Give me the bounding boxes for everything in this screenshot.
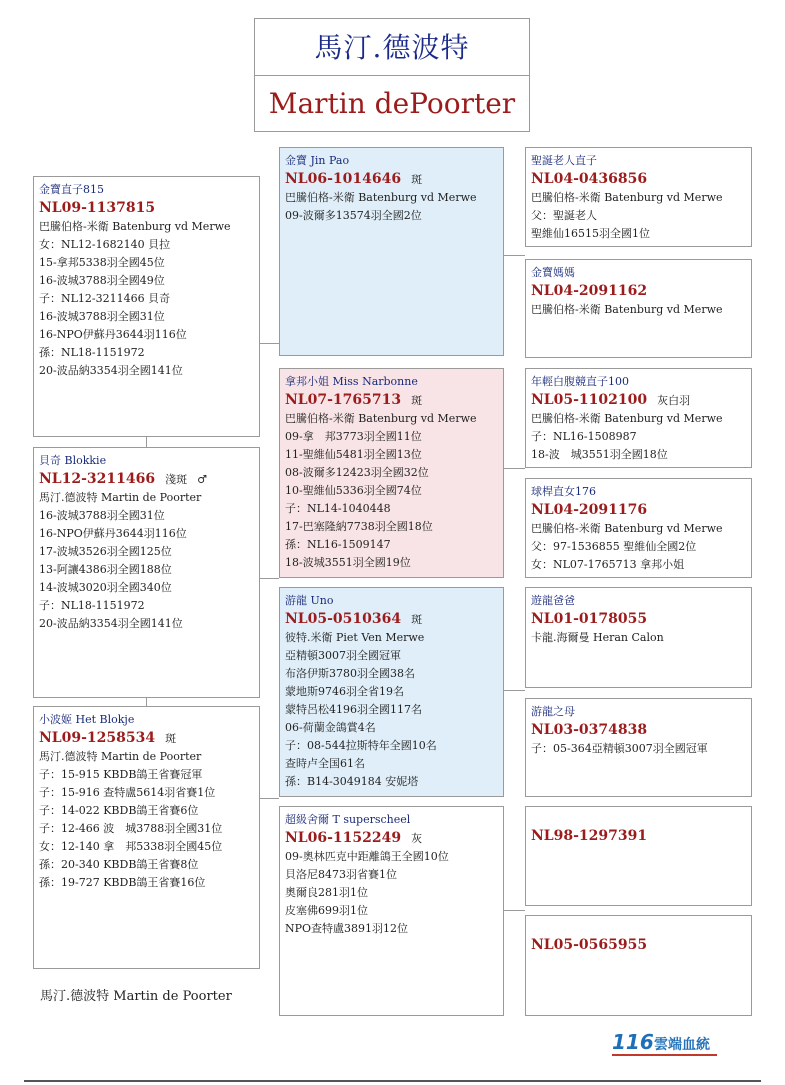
pedigree-line: 彼特.米衛 Piet Ven Merwe bbox=[285, 631, 425, 644]
ring-number: NL05-1102100 bbox=[531, 392, 648, 408]
granddam-card[interactable] bbox=[279, 368, 504, 578]
breeder-name: 馬汀.德波特 Martin de Poorter bbox=[40, 989, 232, 1004]
pedigree-line: 蒙特呂松4196羽全國117名 bbox=[285, 703, 422, 716]
dam-card[interactable] bbox=[33, 706, 260, 969]
pedigree-line: 子：08-544拉斯特年全國10名 bbox=[285, 739, 437, 752]
pedigree-line: 皮塞佛699羽1位 bbox=[285, 904, 368, 917]
pedigree-line: 17-波城3526羽全國125位 bbox=[39, 545, 172, 558]
color-tag: 斑 bbox=[411, 394, 423, 407]
brand-logo[interactable] bbox=[612, 1030, 722, 1056]
pedigree-line: 巴騰伯格-米衛 Batenburg vd Merwe bbox=[285, 191, 477, 204]
color-tag: 斑 bbox=[411, 173, 423, 186]
pedigree-line: 子：15-916 查特盧5614羽省賽1位 bbox=[39, 786, 216, 799]
ancestor-card[interactable] bbox=[525, 587, 752, 688]
sire-card[interactable] bbox=[33, 176, 260, 437]
ring-number: NL03-0374838 bbox=[531, 722, 648, 738]
pedigree-line: 16-NPO伊蘇丹3644羽116位 bbox=[39, 527, 187, 540]
ring-number: NL05-0510364 bbox=[285, 611, 402, 627]
logo-text: 雲端血統 bbox=[654, 1037, 710, 1053]
pedigree-line: 子：15-915 KBDB鴿王省賽冠軍 bbox=[39, 768, 203, 781]
pedigree-line: 20-波品納3354羽全國141位 bbox=[39, 364, 183, 377]
ancestor-card[interactable] bbox=[525, 478, 752, 578]
pedigree-line: 子：NL14-1040448 bbox=[285, 502, 391, 515]
ring-number: NL06-1152249 bbox=[285, 830, 402, 846]
logo-underline bbox=[612, 1054, 717, 1056]
pedigree-line: 女：NL07-1765713 拿邦小姐 bbox=[531, 558, 685, 571]
pedigree-line: 孫：B14-3049184 安妮塔 bbox=[285, 775, 419, 788]
pedigree-line: 06-荷蘭金鴿賞4名 bbox=[285, 721, 376, 734]
pedigree-line: 貝洛尼8473羽省賽1位 bbox=[285, 868, 397, 881]
grandsire-card[interactable] bbox=[279, 147, 504, 356]
title-english: Martin dePoorter bbox=[268, 87, 516, 120]
pedigree-line: 16-NPO伊蘇丹3644羽116位 bbox=[39, 328, 187, 341]
pedigree-line: 子：12-466 波 城3788羽全國31位 bbox=[39, 822, 223, 835]
ring-number: NL04-2091176 bbox=[531, 502, 648, 518]
pedigree-line: 09-奧林匹克中距離鴿王全國10位 bbox=[285, 850, 449, 863]
connector-line bbox=[504, 690, 525, 691]
pedigree-line: 20-波品納3354羽全國141位 bbox=[39, 617, 183, 630]
connector-line bbox=[146, 698, 147, 706]
color-tag: 灰 bbox=[411, 832, 423, 845]
ring-number: NL09-1258534 bbox=[39, 730, 156, 746]
pedigree-line: 亞精頓3007羽全國冠軍 bbox=[285, 649, 401, 662]
bird-name: 球桿直女176 bbox=[531, 485, 596, 498]
pedigree-line: 09-波爾多13574羽全國2位 bbox=[285, 209, 422, 222]
bottom-divider bbox=[24, 1080, 761, 1082]
pedigree-line: 蒙地斯9746羽全省19名 bbox=[285, 685, 404, 698]
ring-number: NL05-0565955 bbox=[531, 937, 648, 953]
pedigree-line: 奧爾良281羽1位 bbox=[285, 886, 368, 899]
pedigree-line: 巴騰伯格-米衛 Batenburg vd Merwe bbox=[531, 522, 723, 535]
pedigree-line: 孫：NL18-1151972 bbox=[39, 346, 145, 359]
pedigree-line: 女：NL12-1682140 貝拉 bbox=[39, 238, 171, 251]
subject-card[interactable] bbox=[33, 447, 260, 698]
ring-number: NL06-1014646 bbox=[285, 171, 402, 187]
pedigree-line: 14-波城3020羽全國340位 bbox=[39, 581, 172, 594]
pedigree-line: 巴騰伯格-米衛 Batenburg vd Merwe bbox=[531, 191, 723, 204]
pedigree-line: 父：聖誕老人 bbox=[531, 209, 597, 222]
bird-name: 超級舍爾 T superscheel bbox=[285, 813, 411, 826]
bird-name: 貝奇 Blokkie bbox=[39, 454, 107, 467]
pedigree-line: 馬汀.德波特 Martin de Poorter bbox=[39, 750, 202, 763]
ring-number: NL01-0178055 bbox=[531, 611, 648, 627]
title-chinese: 馬汀.德波特 bbox=[255, 19, 529, 76]
pedigree-line: 子：NL12-3211466 貝奇 bbox=[39, 292, 171, 305]
pedigree-line: 巴騰伯格-米衛 Batenburg vd Merwe bbox=[39, 220, 231, 233]
pedigree-line: 16-波城3788羽全國49位 bbox=[39, 274, 165, 287]
pedigree-line: 子：05-364亞精頓3007羽全國冠軍 bbox=[531, 742, 708, 755]
pedigree-line: 08-波爾多12423羽全國32位 bbox=[285, 466, 429, 479]
pedigree-line: 13-阿讓4386羽全國188位 bbox=[39, 563, 172, 576]
bird-name: 拿邦小姐 Miss Narbonne bbox=[285, 375, 418, 388]
granddam-card[interactable] bbox=[279, 806, 504, 1016]
pedigree-line: 11-聖維仙5481羽全國13位 bbox=[285, 448, 422, 461]
bird-name: 金寶 Jin Pao bbox=[285, 154, 350, 167]
grandsire-card[interactable] bbox=[279, 587, 504, 797]
male-icon: ♂ bbox=[197, 473, 207, 486]
pedigree-line: 孫：NL16-1509147 bbox=[285, 538, 391, 551]
ring-number: NL98-1297391 bbox=[531, 828, 648, 844]
connector-line bbox=[260, 798, 279, 799]
pedigree-line: 布洛伊斯3780羽全國38名 bbox=[285, 667, 415, 680]
ring-number: NL04-2091162 bbox=[531, 283, 648, 299]
ancestor-card[interactable] bbox=[525, 915, 752, 1016]
pedigree-line: 父：97-1536855 聖維仙全國2位 bbox=[531, 540, 697, 553]
pedigree-line: 子：14-022 KBDB鴿王省賽6位 bbox=[39, 804, 199, 817]
connector-line bbox=[504, 910, 525, 911]
ancestor-card[interactable] bbox=[525, 259, 752, 358]
color-tag: 淺斑 bbox=[165, 473, 188, 486]
color-tag: 灰白羽 bbox=[657, 394, 691, 407]
pedigree-line: 查時卢全国61名 bbox=[285, 757, 365, 770]
title-box bbox=[254, 18, 530, 132]
pedigree-line: 子：NL16-1508987 bbox=[531, 430, 637, 443]
pedigree-line: 聖維仙16515羽全國1位 bbox=[531, 227, 650, 240]
pedigree-line: 18-波 城3551羽全國18位 bbox=[531, 448, 668, 461]
bird-name: 游龍之母 bbox=[531, 705, 575, 718]
pedigree-line: 子：NL18-1151972 bbox=[39, 599, 145, 612]
pedigree-line: 孫：19-727 KBDB鴿王省賽16位 bbox=[39, 876, 206, 889]
connector-line bbox=[260, 343, 279, 344]
ring-number: NL09-1137815 bbox=[39, 200, 156, 216]
bird-name: 聖誕老人直子 bbox=[531, 154, 597, 167]
bird-name: 金寶媽媽 bbox=[531, 266, 575, 279]
pedigree-line: 卡龍.海爾曼 Heran Calon bbox=[531, 631, 664, 644]
logo-number: 116 bbox=[612, 1030, 654, 1054]
pedigree-line: 女：12-140 拿 邦5338羽全國45位 bbox=[39, 840, 223, 853]
connector-line bbox=[146, 437, 147, 447]
pedigree-line: 巴騰伯格-米衛 Batenburg vd Merwe bbox=[531, 412, 723, 425]
pedigree-line: 10-聖維仙5336羽全國74位 bbox=[285, 484, 422, 497]
pedigree-line: 巴騰伯格-米衛 Batenburg vd Merwe bbox=[285, 412, 477, 425]
bird-name: 小波姬 Het Blokje bbox=[39, 713, 135, 726]
ancestor-card[interactable] bbox=[525, 806, 752, 906]
ancestor-card[interactable] bbox=[525, 368, 752, 468]
bird-name: 金寶直子815 bbox=[39, 183, 104, 196]
color-tag: 斑 bbox=[411, 613, 423, 626]
connector-line bbox=[260, 578, 279, 579]
connector-line bbox=[504, 468, 525, 469]
pedigree-line: 16-波城3788羽全國31位 bbox=[39, 509, 165, 522]
ancestor-card[interactable] bbox=[525, 147, 752, 247]
pedigree-line: 16-波城3788羽全國31位 bbox=[39, 310, 165, 323]
connector-line bbox=[504, 255, 525, 256]
pedigree-line: 17-巴塞隆納7738羽全國18位 bbox=[285, 520, 433, 533]
ancestor-card[interactable] bbox=[525, 698, 752, 797]
pedigree-line: 15-拿邦5338羽全國45位 bbox=[39, 256, 165, 269]
pedigree-line: NPO查特盧3891羽12位 bbox=[285, 922, 409, 935]
pedigree-line: 18-波城3551羽全國19位 bbox=[285, 556, 411, 569]
ring-number: NL04-0436856 bbox=[531, 171, 648, 187]
bird-name: 游龍 Uno bbox=[285, 594, 334, 607]
ring-number: NL07-1765713 bbox=[285, 392, 402, 408]
ring-number: NL12-3211466 bbox=[39, 471, 156, 487]
color-tag: 斑 bbox=[165, 732, 177, 745]
pedigree-line: 09-拿 邦3773羽全國11位 bbox=[285, 430, 422, 443]
pedigree-line: 馬汀.德波特 Martin de Poorter bbox=[39, 491, 202, 504]
pedigree-line: 巴騰伯格-米衛 Batenburg vd Merwe bbox=[531, 303, 723, 316]
pedigree-line: 孫：20-340 KBDB鴿王省賽8位 bbox=[39, 858, 199, 871]
bird-name: 遊龍爸爸 bbox=[531, 594, 575, 607]
bird-name: 年輕白腹競直子100 bbox=[531, 375, 629, 388]
